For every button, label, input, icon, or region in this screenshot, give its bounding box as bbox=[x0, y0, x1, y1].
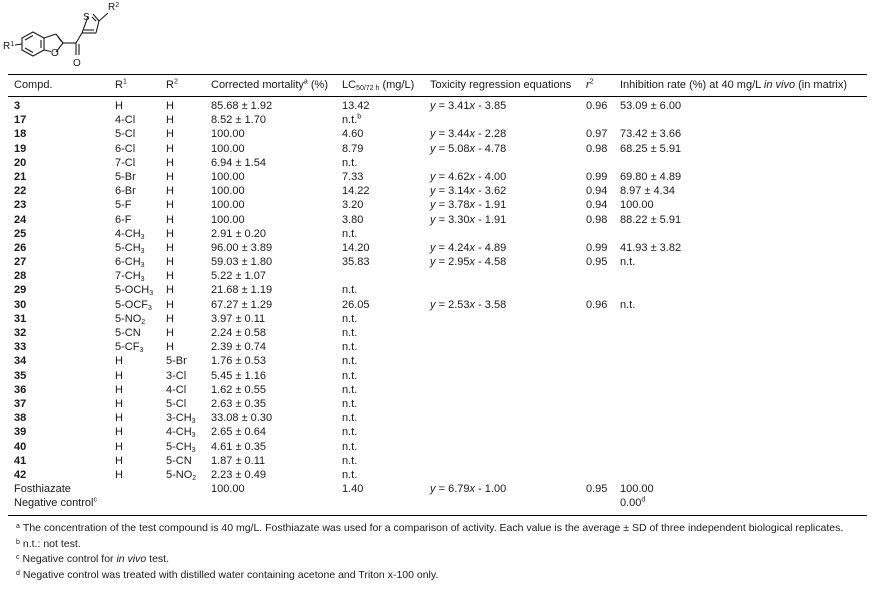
cell-lc50: 3.80 bbox=[342, 213, 364, 226]
cell-regression-equation: y = 6.79x - 1.00 bbox=[430, 483, 507, 496]
cell-regression-equation: y = 2.95x - 4.58 bbox=[430, 256, 507, 269]
footnote-b: $^b$ n.t.: not test. bbox=[16, 537, 81, 550]
cell-r1: $6-CH_3$ bbox=[115, 256, 145, 270]
cell-corrected-mortality: 8.52 ± 1.70 bbox=[211, 114, 266, 127]
cell-regression-equation: y = 3.78x - 1.91 bbox=[430, 199, 507, 212]
cell-r2: H bbox=[166, 227, 174, 240]
cell-r2: H bbox=[166, 185, 174, 198]
cell-r2: 5-Br bbox=[166, 355, 187, 368]
table-row bbox=[0, 228, 875, 242]
table-row bbox=[0, 370, 875, 384]
cell-inhibition-rate: n.t. bbox=[620, 298, 636, 311]
cell-lc50: n.t. bbox=[342, 312, 358, 325]
table-row bbox=[0, 284, 875, 298]
cell-lc50: n.t.$^b$ bbox=[342, 113, 362, 127]
cell-r1: 5-F bbox=[115, 199, 132, 212]
structure-carbonyl-o-label: O bbox=[73, 58, 81, 69]
cell-r2: H bbox=[166, 170, 174, 183]
cell-corrected-mortality: 100.00 bbox=[211, 213, 245, 226]
cell-compound-id: 29 bbox=[14, 284, 27, 297]
cell-inhibition-rate: 100.00 bbox=[620, 483, 654, 496]
cell-lc50: 26.05 bbox=[342, 298, 370, 311]
cell-inhibition-rate: 88.22 ± 5.91 bbox=[620, 213, 682, 226]
cell-r-squared: 0.98 bbox=[586, 213, 608, 226]
cell-corrected-mortality: 2.65 ± 0.64 bbox=[211, 426, 266, 439]
structure-s-label: S bbox=[83, 12, 90, 23]
cell-lc50: n.t. bbox=[342, 426, 358, 439]
header-corrected-mortality: Corrected mortality$^a$ (%) bbox=[211, 78, 328, 91]
cell-compound-id: 19 bbox=[14, 142, 27, 155]
cell-compound-id: 37 bbox=[14, 397, 27, 410]
footnote-d: $^d$ Negative control was treated with distilled water containing acetone and Triton x-100 only. bbox=[16, 568, 439, 581]
cell-corrected-mortality: 21.68 ± 1.19 bbox=[211, 284, 273, 297]
table-row bbox=[0, 455, 875, 469]
table-footnotes bbox=[8, 520, 870, 582]
cell-r2: H bbox=[166, 327, 174, 339]
table-row bbox=[0, 355, 875, 369]
cell-r1: $5-OCF_3$ bbox=[115, 298, 152, 312]
cell-corrected-mortality: 96.00 ± 3.89 bbox=[211, 241, 273, 254]
cell-r1: H bbox=[115, 397, 123, 410]
structure-r1-label: $R^1$ bbox=[3, 41, 15, 52]
cell-r1: H bbox=[115, 100, 123, 112]
cell-r1: $5-CF_3$ bbox=[115, 341, 144, 355]
cell-inhibition-rate: 100.00 bbox=[620, 199, 654, 212]
cell-compound-id: 38 bbox=[14, 412, 27, 425]
cell-r2: $5-NO_2$ bbox=[166, 468, 197, 482]
cell-compound-id: 30 bbox=[14, 298, 27, 311]
cell-r1: 6-Cl bbox=[115, 142, 136, 155]
cell-corrected-mortality: 67.27 ± 1.29 bbox=[211, 298, 273, 311]
cell-r1: 7-Cl bbox=[115, 156, 136, 169]
table-row bbox=[0, 128, 875, 142]
cell-r2: $5-CH_3$ bbox=[166, 440, 196, 454]
cell-r2: 3-Cl bbox=[166, 369, 187, 382]
cell-regression-equation: y = 4.62x - 4.00 bbox=[430, 170, 507, 183]
cell-compound-id: 28 bbox=[14, 270, 27, 283]
cell-lc50: n.t. bbox=[342, 156, 358, 169]
cell-corrected-mortality: 59.03 ± 1.80 bbox=[211, 256, 273, 269]
cell-lc50: n.t. bbox=[342, 440, 358, 453]
cell-lc50: n.t. bbox=[342, 284, 358, 297]
table-row bbox=[0, 441, 875, 455]
cell-regression-equation: y = 4.24x - 4.89 bbox=[430, 241, 507, 254]
cell-r-squared: 0.97 bbox=[586, 128, 608, 141]
cell-regression-equation: y = 5.08x - 4.78 bbox=[430, 142, 507, 155]
table-row bbox=[0, 242, 875, 256]
cell-lc50: n.t. bbox=[342, 383, 358, 396]
cell-lc50: 4.60 bbox=[342, 128, 364, 141]
cell-corrected-mortality: 100.00 bbox=[211, 170, 245, 183]
cell-r2: H bbox=[166, 241, 174, 254]
cell-compound-id: Fosthiazate bbox=[14, 483, 71, 496]
cell-corrected-mortality: 100.00 bbox=[211, 128, 245, 141]
cell-compound-id: 41 bbox=[14, 454, 27, 467]
cell-r2: H bbox=[166, 156, 174, 169]
cell-r-squared: 0.94 bbox=[586, 185, 608, 198]
footnote-a: $^a$ The concentration of the test compound is 40 mg/L. Fosthiazate was used for a comparison of activity. Each value is the average ± SD of three independent biological replicates. bbox=[16, 522, 844, 534]
cell-inhibition-rate: 8.97 ± 4.34 bbox=[620, 185, 675, 198]
cell-r1: H bbox=[115, 355, 123, 368]
cell-r2: H bbox=[166, 312, 174, 325]
cell-compound-id: 22 bbox=[14, 185, 27, 198]
cell-corrected-mortality: 5.22 ± 1.07 bbox=[211, 270, 266, 283]
cell-compound-id: 24 bbox=[14, 213, 27, 226]
cell-corrected-mortality: 2.39 ± 0.74 bbox=[211, 341, 266, 354]
cell-r2: 4-Cl bbox=[166, 383, 187, 396]
table-row bbox=[0, 100, 875, 114]
cell-r2: H bbox=[166, 341, 174, 354]
cell-corrected-mortality: 1.76 ± 0.53 bbox=[211, 355, 266, 368]
cell-r-squared: 0.96 bbox=[586, 100, 608, 112]
cell-lc50: 13.42 bbox=[342, 100, 370, 112]
cell-corrected-mortality: 100.00 bbox=[211, 483, 245, 496]
table-row bbox=[0, 384, 875, 398]
cell-lc50: n.t. bbox=[342, 341, 358, 354]
header-regression-equations: Toxicity regression equations bbox=[430, 79, 572, 91]
cell-r2: 5-CN bbox=[166, 454, 192, 467]
cell-corrected-mortality: 5.45 ± 1.16 bbox=[211, 369, 266, 382]
cell-corrected-mortality: 3.97 ± 0.11 bbox=[211, 312, 266, 325]
cell-lc50: n.t. bbox=[342, 355, 358, 368]
cell-r2: H bbox=[166, 199, 174, 212]
table-row bbox=[0, 299, 875, 313]
cell-compound-id: 34 bbox=[14, 355, 27, 368]
cell-inhibition-rate: 73.42 ± 3.66 bbox=[620, 128, 682, 141]
cell-r2: H bbox=[166, 270, 174, 283]
cell-r1: 6-Br bbox=[115, 185, 136, 198]
cell-inhibition-rate: 53.09 ± 6.00 bbox=[620, 100, 682, 112]
table-row bbox=[0, 270, 875, 284]
cell-r1: 5-Br bbox=[115, 170, 136, 183]
cell-inhibition-rate: 68.25 ± 5.91 bbox=[620, 142, 682, 155]
structure-ring-o-label: O bbox=[51, 48, 59, 59]
cell-r2: $4-CH_3$ bbox=[166, 426, 196, 440]
table-row bbox=[0, 327, 875, 341]
table-row bbox=[0, 412, 875, 426]
header-lc50: $LC_{50/72 h}$ (mg/L) bbox=[342, 79, 415, 92]
cell-compound-id: 31 bbox=[14, 312, 27, 325]
cell-r1: 5-Cl bbox=[115, 128, 136, 141]
cell-lc50: n.t. bbox=[342, 397, 358, 410]
cell-r2: H bbox=[166, 100, 174, 112]
cell-regression-equation: y = 3.30x - 1.91 bbox=[430, 213, 507, 226]
cell-regression-equation: y = 3.41x - 3.85 bbox=[430, 100, 507, 112]
cell-corrected-mortality: 100.00 bbox=[211, 185, 245, 198]
cell-r-squared: 0.99 bbox=[586, 241, 608, 254]
cell-r-squared: 0.96 bbox=[586, 298, 608, 311]
table-row bbox=[0, 185, 875, 199]
cell-r1: $7-CH_3$ bbox=[115, 270, 145, 284]
chemical-structure-diagram bbox=[0, 0, 140, 74]
cell-r2: H bbox=[166, 128, 174, 141]
cell-lc50: n.t. bbox=[342, 327, 358, 339]
table-row bbox=[0, 214, 875, 228]
cell-r-squared: 0.95 bbox=[586, 256, 608, 269]
cell-corrected-mortality: 2.63 ± 0.35 bbox=[211, 397, 266, 410]
table-row bbox=[0, 256, 875, 270]
cell-compound-id: 39 bbox=[14, 426, 27, 439]
structure-r2-label: $R^2$ bbox=[108, 2, 120, 13]
cell-lc50: n.t. bbox=[342, 369, 358, 382]
cell-inhibition-rate: 69.80 ± 4.89 bbox=[620, 170, 682, 183]
cell-lc50: 35.83 bbox=[342, 256, 370, 269]
cell-lc50: 1.40 bbox=[342, 483, 364, 496]
cell-lc50: 14.20 bbox=[342, 241, 370, 254]
cell-compound-id: 26 bbox=[14, 241, 27, 254]
cell-r2: 5-Cl bbox=[166, 397, 187, 410]
cell-regression-equation: y = 3.44x - 2.28 bbox=[430, 128, 507, 141]
header-compd: Compd. bbox=[14, 79, 53, 91]
cell-r1: H bbox=[115, 454, 123, 467]
table-top-rule bbox=[8, 74, 867, 75]
cell-compound-id: 17 bbox=[14, 114, 27, 127]
cell-corrected-mortality: 100.00 bbox=[211, 142, 245, 155]
cell-lc50: 14.22 bbox=[342, 185, 370, 198]
table-row bbox=[0, 157, 875, 171]
cell-compound-id: 25 bbox=[14, 227, 27, 240]
cell-r-squared: 0.95 bbox=[586, 483, 608, 496]
cell-r2: H bbox=[166, 213, 174, 226]
cell-compound-id: 3 bbox=[14, 100, 21, 112]
cell-corrected-mortality: 1.87 ± 0.11 bbox=[211, 454, 266, 467]
cell-compound-id: 23 bbox=[14, 199, 27, 212]
cell-compound-id: 36 bbox=[14, 383, 27, 396]
cell-compound-id: 21 bbox=[14, 170, 27, 183]
table-bottom-rule bbox=[8, 515, 867, 516]
footnote-c: $^c$ Negative control for in vivo test. bbox=[16, 553, 169, 565]
cell-lc50: 7.33 bbox=[342, 170, 364, 183]
table-row bbox=[0, 313, 875, 327]
cell-compound-id: Negative control$^c$ bbox=[14, 496, 97, 510]
cell-r2: H bbox=[166, 298, 174, 311]
cell-lc50: n.t. bbox=[342, 227, 358, 240]
table-row bbox=[0, 426, 875, 440]
cell-lc50: n.t. bbox=[342, 468, 358, 481]
cell-r-squared: 0.98 bbox=[586, 142, 608, 155]
header-inhibition-rate: Inhibition rate (%) at 40 mg/L in vivo (in matrix) bbox=[620, 79, 848, 91]
cell-corrected-mortality: 2.23 ± 0.49 bbox=[211, 468, 266, 481]
cell-compound-id: 33 bbox=[14, 341, 27, 354]
cell-compound-id: 35 bbox=[14, 369, 27, 382]
cell-r1: $5-NO_2$ bbox=[115, 312, 146, 326]
cell-r1: H bbox=[115, 440, 123, 453]
header-r2: $R^2$ bbox=[166, 78, 178, 91]
cell-r-squared: 0.99 bbox=[586, 170, 608, 183]
cell-r1: H bbox=[115, 426, 123, 439]
cell-regression-equation: y = 3.14x - 3.62 bbox=[430, 185, 507, 198]
cell-lc50: n.t. bbox=[342, 454, 358, 467]
cell-r2: H bbox=[166, 142, 174, 155]
cell-r2: H bbox=[166, 114, 174, 127]
table-row bbox=[0, 199, 875, 213]
cell-inhibition-rate: 0.00$^d$ bbox=[620, 496, 646, 510]
table-row bbox=[0, 483, 875, 497]
header-r-squared: $r^2$ bbox=[586, 78, 594, 91]
cell-lc50: n.t. bbox=[342, 412, 358, 425]
cell-compound-id: 27 bbox=[14, 256, 27, 269]
cell-corrected-mortality: 2.24 ± 0.58 bbox=[211, 327, 266, 339]
table-header-rule bbox=[8, 96, 867, 97]
cell-r1: H bbox=[115, 369, 123, 382]
cell-corrected-mortality: 85.68 ± 1.92 bbox=[211, 100, 273, 112]
table-row bbox=[0, 341, 875, 355]
cell-r2: H bbox=[166, 256, 174, 269]
cell-r1: 6-F bbox=[115, 213, 132, 226]
table-row bbox=[0, 398, 875, 412]
cell-r1: $5-CH_3$ bbox=[115, 241, 145, 255]
cell-corrected-mortality: 1.62 ± 0.55 bbox=[211, 383, 266, 396]
cell-compound-id: 20 bbox=[14, 156, 27, 169]
cell-lc50: 8.79 bbox=[342, 142, 364, 155]
cell-regression-equation: y = 2.53x - 3.58 bbox=[430, 298, 507, 311]
cell-corrected-mortality: 100.00 bbox=[211, 199, 245, 212]
table-row bbox=[0, 497, 875, 511]
cell-r1: H bbox=[115, 412, 123, 425]
cell-inhibition-rate: 41.93 ± 3.82 bbox=[620, 241, 682, 254]
table-row bbox=[0, 114, 875, 128]
cell-compound-id: 32 bbox=[14, 327, 27, 339]
cell-corrected-mortality: 4.61 ± 0.35 bbox=[211, 440, 266, 453]
cell-r1: $5-OCH_3$ bbox=[115, 284, 154, 298]
cell-inhibition-rate: n.t. bbox=[620, 256, 636, 269]
cell-corrected-mortality: 2.91 ± 0.20 bbox=[211, 227, 266, 240]
cell-r-squared: 0.94 bbox=[586, 199, 608, 212]
cell-compound-id: 42 bbox=[14, 468, 27, 481]
cell-corrected-mortality: 6.94 ± 1.54 bbox=[211, 156, 266, 169]
cell-compound-id: 18 bbox=[14, 128, 27, 141]
cell-r1: $4-CH_3$ bbox=[115, 227, 145, 241]
cell-r2: $3-CH_3$ bbox=[166, 412, 196, 426]
cell-r1: H bbox=[115, 383, 123, 396]
cell-r1: 4-Cl bbox=[115, 114, 136, 127]
table-row bbox=[0, 171, 875, 185]
cell-lc50: 3.20 bbox=[342, 199, 364, 212]
cell-compound-id: 40 bbox=[14, 440, 27, 453]
cell-corrected-mortality: 33.08 ± 0.30 bbox=[211, 412, 273, 425]
cell-r1: 5-CN bbox=[115, 327, 141, 339]
table-body bbox=[0, 100, 875, 511]
cell-r1: H bbox=[115, 468, 123, 481]
cell-r2: H bbox=[166, 284, 174, 297]
table-row bbox=[0, 143, 875, 157]
table-row bbox=[0, 469, 875, 483]
header-r1: $R^1$ bbox=[115, 78, 127, 91]
